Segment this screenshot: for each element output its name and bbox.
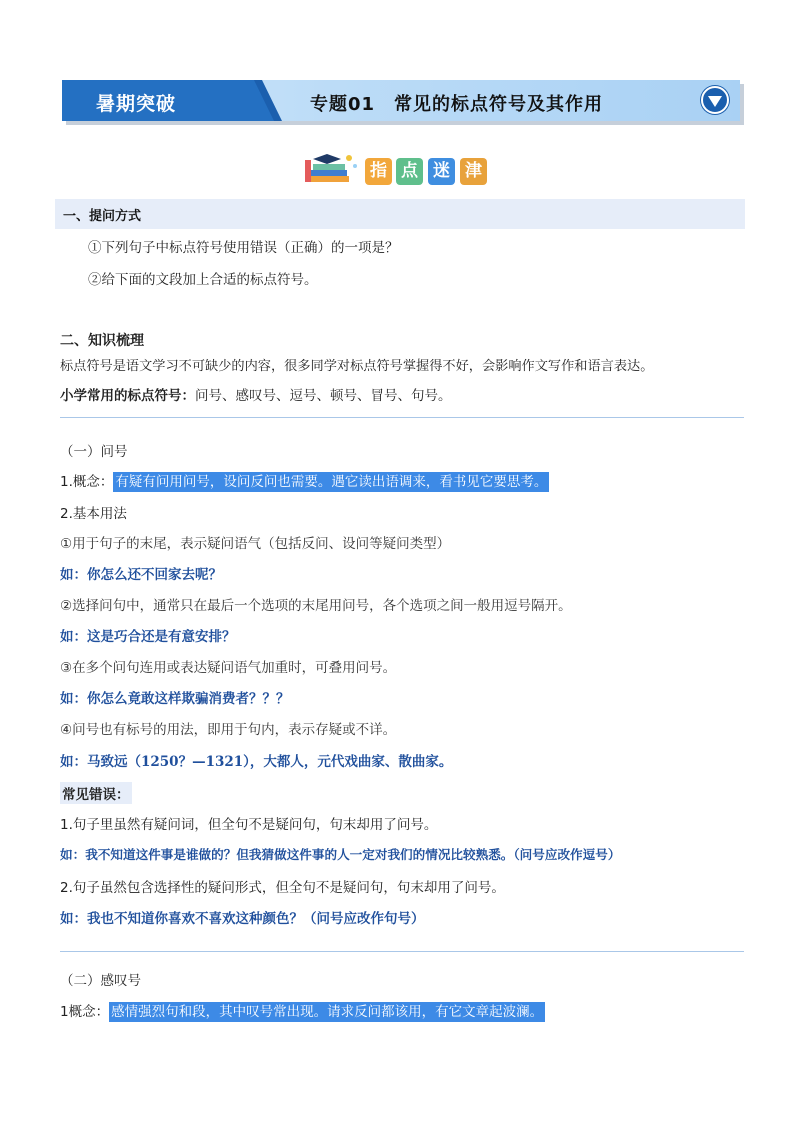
concept-label: 1.概念：	[60, 474, 114, 490]
error-item: 2.句子虽然包含选择性的疑问形式，但全句不是疑问句，句末却用了问号。	[60, 880, 505, 896]
section-title: 二、知识梳理	[60, 333, 144, 349]
common-marks-label: 小学常用的标点符号：	[60, 388, 195, 404]
badge-char-3: 迷	[428, 158, 455, 185]
question-format-item: ②给下面的文段加上合适的标点符号。	[88, 272, 318, 288]
concept-line	[60, 1000, 545, 1020]
usage-item: ②选择问句中，通常只在最后一个选项的末尾用问号，各个选项之间一般用逗号隔开。	[60, 598, 572, 614]
usage-item: ①用于句子的末尾，表示疑问语气（包括反问、设问等疑问类型）	[60, 536, 451, 552]
subsection-heading: （二）感叹号	[60, 973, 141, 989]
concept-line	[60, 470, 549, 490]
question-format-item: ①下列句子中标点符号使用错误（正确）的一项是？	[88, 240, 399, 256]
page-title: 专题01 常见的标点符号及其作用	[310, 94, 604, 115]
example-line: 如：我不知道这件事是谁做的？但我猜做这件事的人一定对我们的情况比较熟悉。（问号应改作逗号）	[60, 847, 621, 862]
divider	[60, 417, 744, 418]
concept-highlight: 有疑有问用问号，设问反问也需要。遇它读出语调来，看书见它要思考。	[115, 474, 548, 490]
example-line: 如：你怎么竟敢这样欺骗消费者？？？	[60, 691, 290, 707]
banner-tag: 暑期突破	[96, 93, 177, 115]
usage-heading: 2.基本用法	[60, 506, 127, 522]
example-line: 如：马致远（1250？—1321），大都人，元代戏曲家、散曲家。	[60, 754, 453, 770]
intro-text: 标点符号是语文学习不可缺少的内容，很多同学对标点符号掌握得不好，会影响作文写作和语言表达。	[60, 359, 654, 374]
concept-highlight: 感情强烈句和段，其中叹号常出现。请求反问都该用，有它文章起波澜。	[111, 1004, 544, 1020]
section-title: 一、提问方式	[63, 209, 142, 224]
usage-item: ③在多个问句连用或表达疑问语气加重时，可叠用问号。	[60, 660, 397, 676]
common-marks-list: 问号、感叹号、逗号、顿号、冒号、句号。	[195, 388, 452, 404]
common-marks-line	[60, 384, 452, 404]
error-item: 1.句子里虽然有疑问词，但全句不是疑问句，句末却用了问号。	[60, 817, 438, 833]
badge-char-1: 指	[365, 158, 392, 185]
concept-label: 1概念：	[60, 1004, 110, 1020]
example-line: 如：我也不知道你喜欢不喜欢这种颜色？（问号应改作句号）	[60, 911, 425, 927]
books-illustration-icon	[303, 152, 359, 186]
usage-item: ④问号也有标号的用法，即用于句内，表示存疑或不详。	[60, 722, 397, 738]
errors-heading: 常见错误：	[60, 782, 132, 804]
badge-char-2: 点	[396, 158, 423, 185]
example-line: 如：这是巧合还是有意安排？	[60, 629, 236, 645]
header-banner	[62, 80, 742, 123]
badge-char-4: 津	[460, 158, 487, 185]
divider	[60, 951, 744, 952]
section-header	[55, 199, 745, 229]
example-line: 如：你怎么还不回家去呢？	[60, 567, 222, 583]
chevron-down-icon	[700, 85, 730, 115]
subsection-heading: （一）问号	[60, 444, 128, 460]
